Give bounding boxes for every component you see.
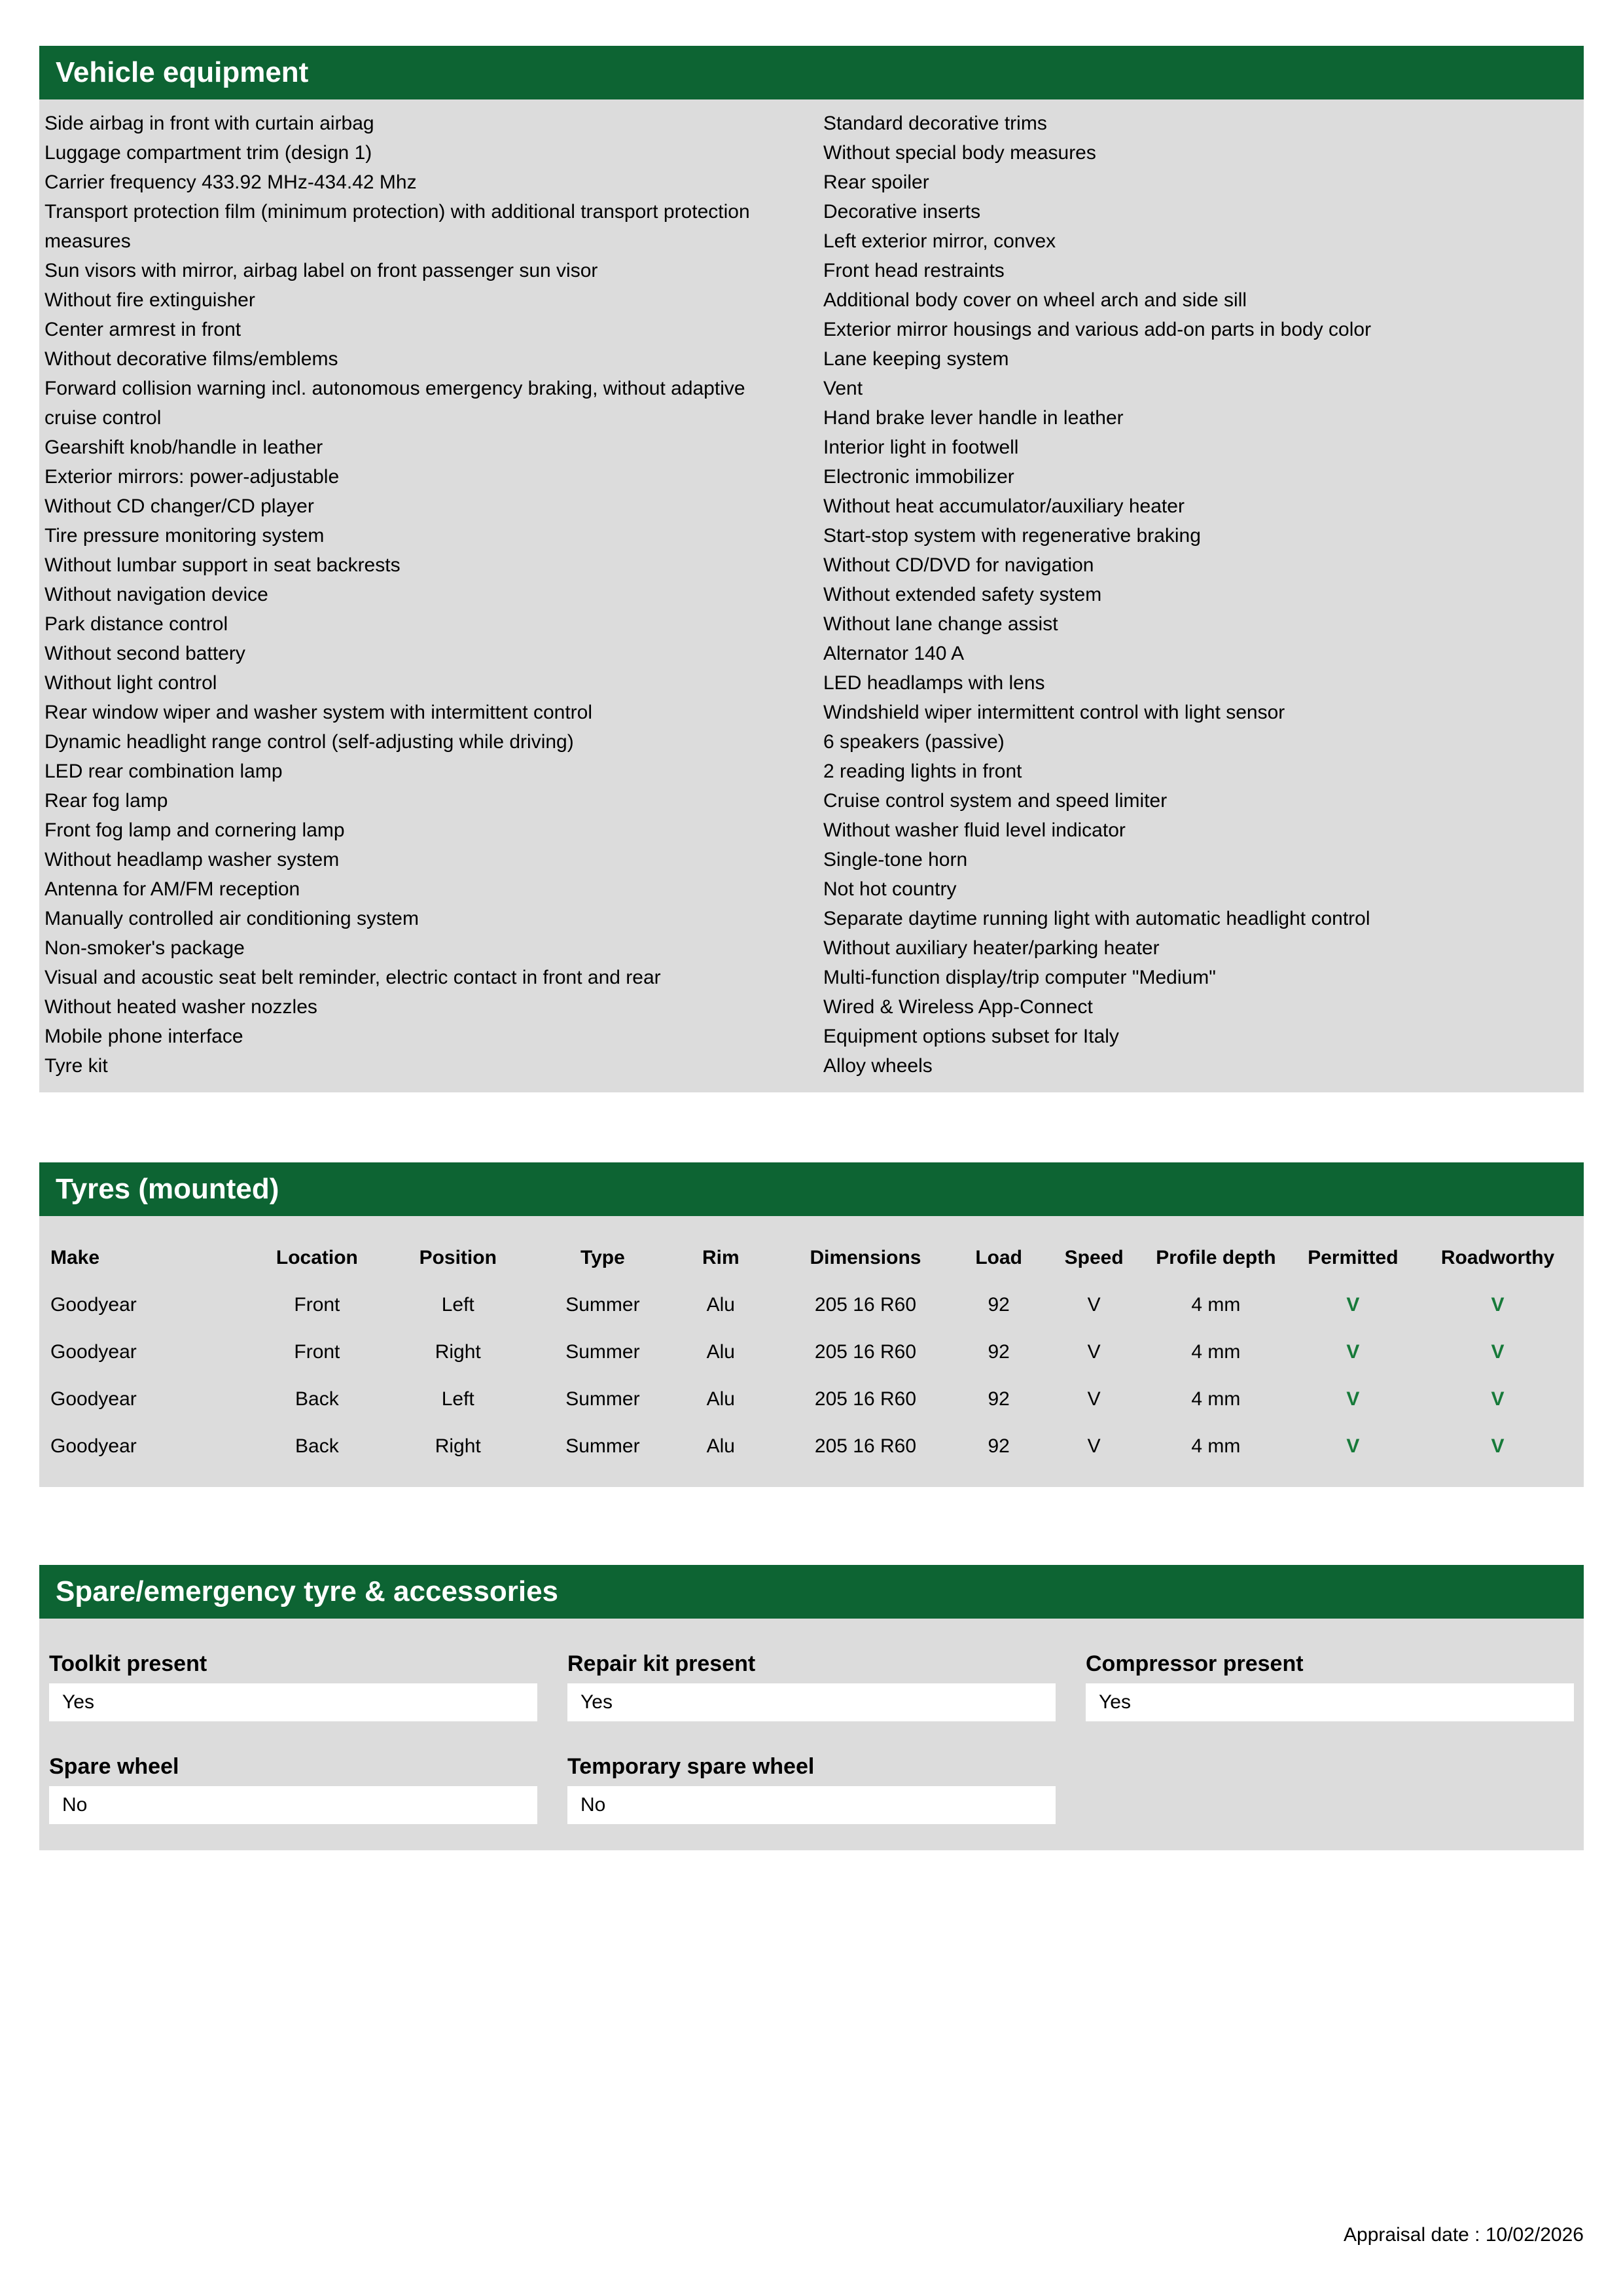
tyre-cell: 4 mm	[1191, 1435, 1241, 1457]
tyre-cell: 205 16 R60	[814, 1294, 917, 1316]
equipment-item: Without fire extinguisher	[45, 289, 255, 311]
equipment-item: Transport protection film (minimum protection) with additional transport protection measures	[45, 201, 750, 252]
equipment-item: Visual and acoustic seat belt reminder, electric contact in front and rear	[45, 967, 661, 988]
vehicle-equipment-list	[39, 99, 1584, 1092]
tyre-cell: V	[1346, 1294, 1360, 1316]
tyre-cell: 205 16 R60	[814, 1388, 917, 1410]
equipment-item: Interior light in footwell	[823, 437, 1019, 458]
spare-field-label: Repair kit present	[567, 1651, 756, 1676]
vehicle-equipment-header	[39, 46, 1584, 99]
spare-tyre-title: Spare/emergency tyre & accessories	[56, 1575, 559, 1607]
spare-field	[1086, 1651, 1574, 1721]
tyre-cell: V	[1346, 1388, 1360, 1410]
equipment-item: Lane keeping system	[823, 348, 1009, 370]
equipment-item: LED rear combination lamp	[45, 761, 283, 782]
equipment-item: Without decorative films/emblems	[45, 348, 338, 370]
spare-field-value: Yes	[567, 1683, 1056, 1721]
tyre-cell: 4 mm	[1191, 1341, 1241, 1363]
equipment-item: Exterior mirror housings and various add-on parts in body color	[823, 319, 1372, 340]
spare-field-value: Yes	[1086, 1683, 1574, 1721]
tyre-cell: Summer	[565, 1435, 640, 1457]
equipment-item: Tire pressure monitoring system	[45, 525, 325, 547]
spare-field	[49, 1651, 537, 1721]
equipment-item: Sun visors with mirror, airbag label on front passenger sun visor	[45, 260, 598, 281]
equipment-item: Decorative inserts	[823, 201, 981, 223]
tyre-cell: 4 mm	[1191, 1294, 1241, 1316]
tyre-cell: V	[1087, 1435, 1101, 1457]
tyre-cell: 4 mm	[1191, 1388, 1241, 1410]
equipment-item: Forward collision warning incl. autonomous emergency braking, without adaptive cruise control	[45, 378, 745, 429]
tyre-cell: Goodyear	[50, 1341, 137, 1363]
tyre-row	[49, 1329, 1574, 1376]
tyre-cell: V	[1087, 1388, 1101, 1410]
equipment-item: Carrier frequency 433.92 MHz-434.42 Mhz	[45, 171, 417, 193]
tyre-cell: Alu	[706, 1388, 735, 1410]
tyre-cell: V	[1346, 1341, 1360, 1363]
equipment-item: Without CD/DVD for navigation	[823, 554, 1094, 576]
tyre-cell: 92	[988, 1341, 1010, 1363]
tyres-column-header: Profile depth	[1156, 1247, 1276, 1268]
equipment-item: Standard decorative trims	[823, 113, 1047, 134]
equipment-item: Without CD changer/CD player	[45, 495, 314, 517]
spare-tyre-panel	[39, 1619, 1584, 1850]
equipment-item: Mobile phone interface	[45, 1026, 243, 1047]
tyre-cell: Back	[295, 1435, 339, 1457]
tyre-cell: Goodyear	[50, 1435, 137, 1457]
tyre-cell: Right	[435, 1435, 481, 1457]
tyres-column-header: Location	[276, 1247, 358, 1268]
vehicle-equipment-title: Vehicle equipment	[56, 56, 309, 88]
spare-field	[567, 1651, 1056, 1721]
spare-field	[49, 1754, 537, 1824]
spare-field-value: Yes	[49, 1683, 537, 1721]
equipment-item: Alloy wheels	[823, 1055, 933, 1077]
equipment-item: Start-stop system with regenerative braking	[823, 525, 1201, 547]
tyres-panel	[39, 1216, 1584, 1487]
tyres-title: Tyres (mounted)	[56, 1173, 279, 1205]
equipment-item: Without lane change assist	[823, 613, 1058, 635]
equipment-item: Manually controlled air conditioning system	[45, 908, 419, 929]
tyres-header-row	[49, 1234, 1574, 1282]
equipment-item: Without lumbar support in seat backrests	[45, 554, 401, 576]
tyres-column-header: Load	[975, 1247, 1022, 1268]
tyre-cell: Front	[294, 1341, 340, 1363]
equipment-item: Exterior mirrors: power-adjustable	[45, 466, 340, 488]
equipment-item: Park distance control	[45, 613, 228, 635]
equipment-item: Side airbag in front with curtain airbag	[45, 113, 374, 134]
equipment-item: Vent	[823, 378, 863, 399]
equipment-item: Without washer fluid level indicator	[823, 819, 1126, 841]
tyre-cell: Left	[441, 1294, 474, 1316]
tyres-column-header: Roadworthy	[1440, 1247, 1555, 1268]
equipment-item: Without extended safety system	[823, 584, 1102, 605]
tyres-column-header: Rim	[702, 1247, 740, 1268]
equipment-item: Without navigation device	[45, 584, 268, 605]
tyres-column-header: Make	[50, 1247, 100, 1268]
equipment-item: Without special body measures	[823, 142, 1096, 164]
tyres-column-header: Permitted	[1308, 1247, 1399, 1268]
tyre-cell: Summer	[565, 1294, 640, 1316]
tyre-cell: 92	[988, 1435, 1010, 1457]
tyre-cell: V	[1491, 1435, 1505, 1457]
tyre-cell: Back	[295, 1388, 339, 1410]
equipment-item: Without auxiliary heater/parking heater	[823, 937, 1160, 959]
tyres-column-header: Speed	[1064, 1247, 1124, 1268]
tyre-cell: Left	[441, 1388, 474, 1410]
tyre-cell: 205 16 R60	[814, 1341, 917, 1363]
tyre-row	[49, 1282, 1574, 1329]
equipment-column-left	[45, 109, 800, 1081]
equipment-item: Hand brake lever handle in leather	[823, 407, 1124, 429]
tyres-column-header: Position	[419, 1247, 497, 1268]
tyre-cell: V	[1346, 1435, 1360, 1457]
tyre-cell: Goodyear	[50, 1388, 137, 1410]
tyre-cell: V	[1491, 1388, 1505, 1410]
equipment-item: Front fog lamp and cornering lamp	[45, 819, 345, 841]
tyre-cell: V	[1491, 1341, 1505, 1363]
appraisal-date: Appraisal date : 10/02/2026	[1344, 2224, 1584, 2246]
equipment-item: Tyre kit	[45, 1055, 108, 1077]
tyre-cell: Summer	[565, 1341, 640, 1363]
tyre-cell: 92	[988, 1294, 1010, 1316]
equipment-item: Additional body cover on wheel arch and side sill	[823, 289, 1247, 311]
tyre-cell: Alu	[706, 1294, 735, 1316]
tyre-cell: Alu	[706, 1435, 735, 1457]
tyre-cell: Goodyear	[50, 1294, 137, 1316]
spare-field-label: Compressor present	[1086, 1651, 1304, 1676]
spare-tyre-section	[39, 1565, 1584, 1850]
spare-tyre-header	[39, 1565, 1584, 1619]
equipment-item: Equipment options subset for Italy	[823, 1026, 1119, 1047]
equipment-item: Non-smoker's package	[45, 937, 245, 959]
equipment-item: Without light control	[45, 672, 217, 694]
equipment-item: Gearshift knob/handle in leather	[45, 437, 323, 458]
spare-field-label: Toolkit present	[49, 1651, 207, 1676]
equipment-item: Left exterior mirror, convex	[823, 230, 1056, 252]
spare-field-label: Temporary spare wheel	[567, 1754, 815, 1779]
vehicle-equipment-section	[39, 46, 1584, 1092]
tyre-cell: Alu	[706, 1341, 735, 1363]
equipment-item: Antenna for AM/FM reception	[45, 878, 300, 900]
equipment-item: Windshield wiper intermittent control with light sensor	[823, 702, 1285, 723]
spare-field-value: No	[567, 1786, 1056, 1824]
equipment-item: 2 reading lights in front	[823, 761, 1022, 782]
tyre-row	[49, 1376, 1574, 1423]
tyres-section	[39, 1162, 1584, 1487]
equipment-item: Dynamic headlight range control (self-adjusting while driving)	[45, 731, 574, 753]
tyre-cell: V	[1087, 1341, 1101, 1363]
tyre-cell: Right	[435, 1341, 481, 1363]
equipment-item: LED headlamps with lens	[823, 672, 1045, 694]
equipment-item: Without second battery	[45, 643, 245, 664]
tyre-cell: V	[1491, 1294, 1505, 1316]
equipment-item: Center armrest in front	[45, 319, 241, 340]
tyres-column-header: Type	[580, 1247, 625, 1268]
equipment-item: Front head restraints	[823, 260, 1005, 281]
tyre-cell: Front	[294, 1294, 340, 1316]
equipment-item: Multi-function display/trip computer "Medium"	[823, 967, 1216, 988]
spare-field-label: Spare wheel	[49, 1754, 179, 1779]
tyre-cell: V	[1087, 1294, 1101, 1316]
equipment-item: Single-tone horn	[823, 849, 968, 870]
tyres-table	[49, 1234, 1574, 1470]
equipment-column-right	[823, 109, 1578, 1081]
equipment-item: Rear spoiler	[823, 171, 929, 193]
equipment-item: Without heat accumulator/auxiliary heater	[823, 495, 1185, 517]
tyres-header	[39, 1162, 1584, 1216]
equipment-item: Rear fog lamp	[45, 790, 168, 812]
tyres-column-header: Dimensions	[810, 1247, 921, 1268]
equipment-item: Cruise control system and speed limiter	[823, 790, 1168, 812]
tyre-cell: Summer	[565, 1388, 640, 1410]
equipment-item: 6 speakers (passive)	[823, 731, 1005, 753]
equipment-item: Without heated washer nozzles	[45, 996, 317, 1018]
spare-field	[567, 1754, 1056, 1824]
equipment-item: Luggage compartment trim (design 1)	[45, 142, 372, 164]
equipment-item: Wired & Wireless App-Connect	[823, 996, 1093, 1018]
equipment-item: Separate daytime running light with automatic headlight control	[823, 908, 1370, 929]
tyre-cell: 205 16 R60	[814, 1435, 917, 1457]
equipment-item: Rear window wiper and washer system with intermittent control	[45, 702, 592, 723]
spare-field-value: No	[49, 1786, 537, 1824]
equipment-item: Alternator 140 A	[823, 643, 965, 664]
equipment-item: Not hot country	[823, 878, 957, 900]
tyre-row	[49, 1423, 1574, 1470]
equipment-item: Without headlamp washer system	[45, 849, 340, 870]
equipment-item: Electronic immobilizer	[823, 466, 1014, 488]
tyre-cell: 92	[988, 1388, 1010, 1410]
